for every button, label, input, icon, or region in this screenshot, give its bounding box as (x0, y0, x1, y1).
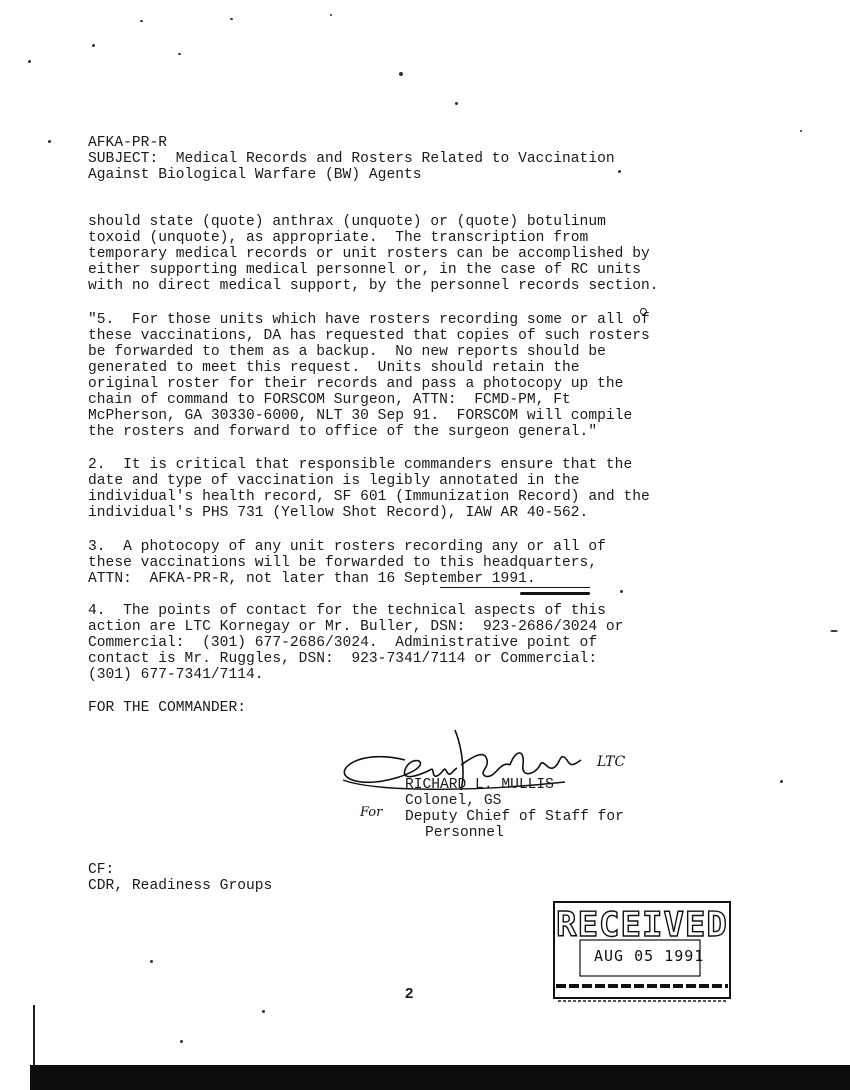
svg-text:RECEIVED: RECEIVED (556, 905, 728, 945)
handwritten-underline-mark (520, 592, 590, 595)
cf-label: CF: (88, 862, 115, 878)
subject-line-continued: Against Biological Warfare (BW) Agents (88, 167, 422, 183)
document-page: AFKA-PR-R SUBJECT: Medical Records and Rosters Related to Vaccination Against Biological Warfare (BW) Agents should state (quote) anthrax (unquote) or (quote) botulinum toxoid (unquote), as appropriate. The transcription from temporary medical records or unit rosters can be accomplished by either supporting medical personnel or, in the case of RC units with no direct medical support, by the personnel records section. "5. For those units which have rosters recording some or all of these vaccinations, DA has requested that copies of such rosters be forwarded to them as a backup. No new reports should be generated to meet this request. Units should retain the original roster for their records and pass a photocopy up the chain of command to FORSCOM Surgeon, ATTN: FCMD-PM, Ft McPherson, GA 30330-6000, NLT 30 Sep 91. FORSCOM will compile the rosters and forward to office of the surgeon general." 2. It is critical that responsible commanders ensure that the date and type of vaccination is legibly annotated in the individual's health record, SF 601 (Immunization Record) and the individual's PHS 731 (Yellow Shot Record), IAW AR 40-562. 3. A photocopy of any unit rosters recording any or all of these vaccinations will be forwarded to this headquarters, ATTN: AFKA-PR-R, not later than 16 September 1991. 4. The points of contact for the technical aspects of this action are LTC Kornegay or Mr. Buller, DSN: 923-2686/3024 or Commercial: (301) 677-2686/3024. Administrative point of contact is Mr. Ruggles, DSN: 923-7341/7114 or Commercial: (301) 677-7341/7114. FOR THE COMMANDER: LTC RICHARD L. MULLIS Colonel, GS Deputy Chief of Staff for Personnel For CF: CDR, Readiness Groups RECEIVED AUG 05 1991 2 (0, 0, 850, 1090)
for-the-commander: FOR THE COMMANDER: (88, 700, 246, 716)
office-symbol: AFKA-PR-R (88, 135, 167, 151)
date-underline (440, 587, 590, 588)
svg-text:For: For (360, 805, 383, 820)
scan-edge-line (33, 1005, 35, 1067)
signature-ltc-annotation: LTC (597, 754, 626, 770)
signer-rank: Colonel, GS (405, 793, 502, 809)
for-annotation (358, 800, 404, 824)
received-stamp-date: AUG 05 1991 (594, 947, 705, 965)
page-number: 2 (405, 985, 414, 1002)
scan-bottom-border (30, 1065, 850, 1090)
subject-line: SUBJECT: Medical Records and Rosters Related to Vaccination (88, 151, 615, 167)
cf-recipient: CDR, Readiness Groups (88, 878, 273, 894)
signer-name: RICHARD L. MULLIS (405, 777, 554, 793)
signer-title-continued: Personnel (425, 825, 504, 841)
signer-title: Deputy Chief of Staff for (405, 809, 624, 825)
